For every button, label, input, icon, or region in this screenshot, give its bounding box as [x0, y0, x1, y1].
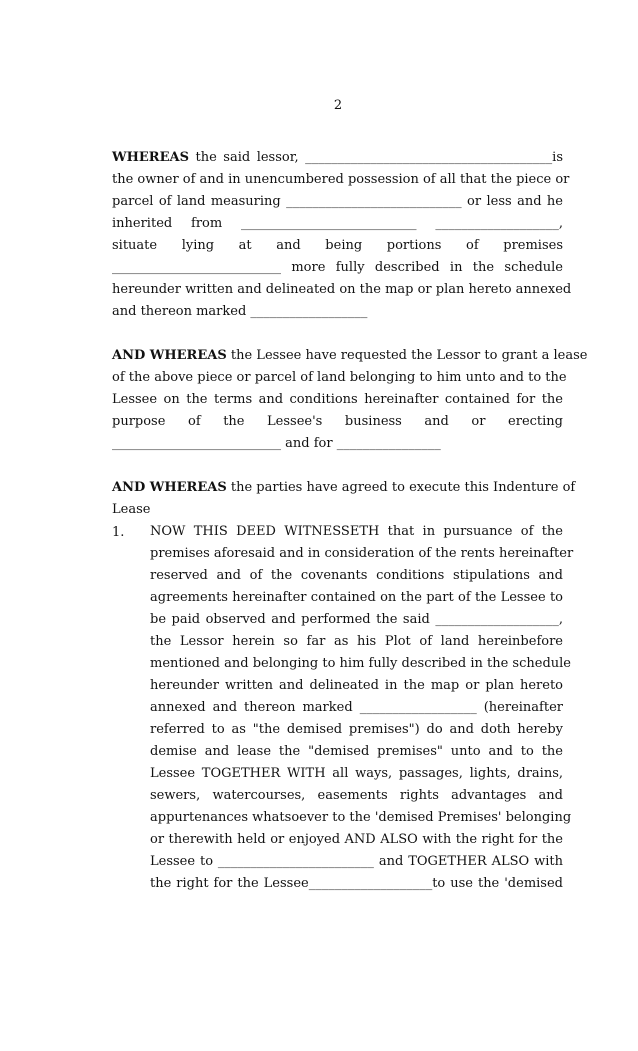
text-line: reserved and of the covenants conditions stipulations and [150, 568, 563, 583]
text-line: hereunder written and delineated on the map or plan hereto annexed [112, 282, 572, 297]
text-line: of the above piece or parcel of land belonging to him unto and to the [112, 370, 567, 385]
recital-whereas-lessor [112, 147, 572, 323]
text-line: agreements hereinafter contained on the part of the Lessee to [150, 590, 563, 605]
text-line: Lease [112, 502, 151, 517]
text-line [112, 345, 588, 367]
text-line: the owner of and in unencumbered possession of all that the piece or [112, 172, 570, 187]
text-run: the Lessee have requested the Lessor to grant a lease [226, 348, 588, 363]
text-line: NOW THIS DEED WITNESSETH that in pursuance of the [150, 524, 563, 539]
text-line [112, 147, 563, 169]
clause-heading: WHEREAS [112, 150, 189, 165]
clause-1-body [150, 521, 574, 895]
text-line: demise and lease the "demised premises" unto and to the [150, 744, 563, 759]
text-line: referred to as "the demised premises") do and doth hereby [150, 722, 563, 737]
text-line: the right for the Lessee___________________to use the 'demised [150, 876, 563, 891]
text-run: the parties have agreed to execute this Indenture of [226, 480, 576, 495]
text-run: the said lessor, ______________________________________is [188, 150, 563, 165]
text-line: parcel of land measuring ___________________________ or less and he [112, 194, 563, 209]
text-line: __________________________ more fully described in the schedule [112, 260, 563, 275]
text-line: mentioned and belonging to him fully described in the schedule [150, 656, 571, 671]
text-line: inherited from ___________________________ ___________________, [112, 216, 563, 231]
text-line [112, 477, 576, 499]
recital-and-whereas-parties [112, 477, 576, 521]
text-line: and thereon marked __________________ [112, 304, 368, 319]
clause-heading: AND WHEREAS [112, 480, 227, 495]
text-line: Lessee TOGETHER WITH all ways, passages, lights, drains, [150, 766, 563, 781]
text-line: hereunder written and delineated in the map or plan hereto [150, 678, 563, 693]
clause-number: 1. [112, 525, 125, 540]
page-number: 2 [333, 98, 343, 113]
text-line: situate lying at and being portions of premises [112, 238, 563, 253]
text-line: annexed and thereon marked __________________ (hereinafter [150, 700, 563, 715]
text-line: __________________________ and for ________________ [112, 436, 441, 451]
text-line: appurtenances whatsoever to the 'demised Premises' belonging [150, 810, 572, 825]
text-line: Lessee to ________________________ and TOGETHER ALSO with [150, 854, 563, 869]
text-line: sewers, watercourses, easements rights advantages and [150, 788, 563, 803]
text-line: purpose of the Lessee's business and or erecting [112, 414, 563, 429]
text-line: the Lessor herein so far as his Plot of land hereinbefore [150, 634, 563, 649]
text-line: be paid observed and performed the said ___________________, [150, 612, 563, 627]
text-line: Lessee on the terms and conditions hereinafter contained for the [112, 392, 563, 407]
recital-and-whereas-lessee [112, 345, 588, 455]
clause-heading: AND WHEREAS [112, 348, 227, 363]
text-line: premises aforesaid and in consideration of the rents hereinafter [150, 546, 574, 561]
text-line: or therewith held or enjoyed AND ALSO with the right for the [150, 832, 563, 847]
